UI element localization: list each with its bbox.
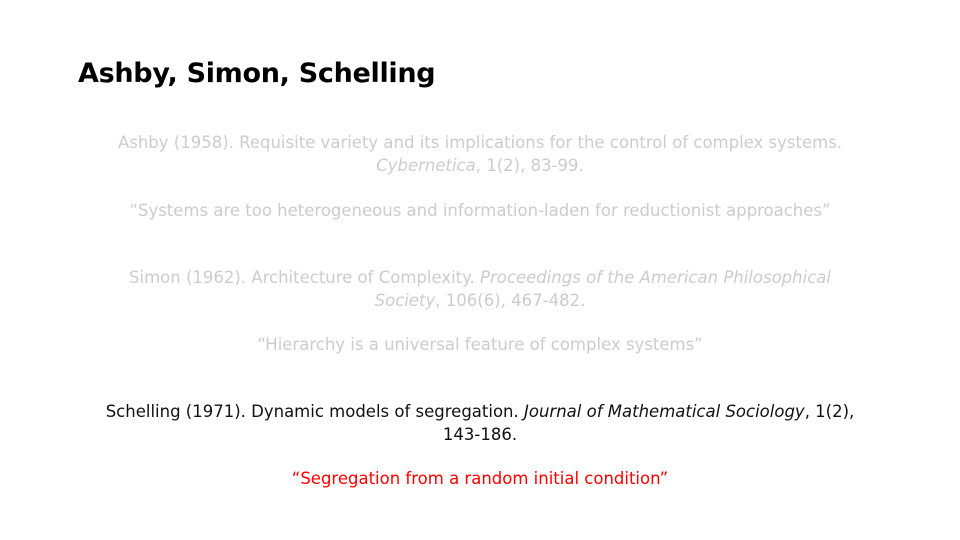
ashby-journal: Cybernetica xyxy=(376,156,476,175)
schelling-citation xyxy=(100,400,860,446)
ashby-citation-text: Ashby (1958). Requisite variety and its implications for the control of complex systems. xyxy=(117,133,843,152)
simon-quote: “Hierarchy is a universal feature of complex systems” xyxy=(257,335,703,354)
ashby-quote: “Systems are too heterogeneous and information-laden for reductionist approaches” xyxy=(129,201,831,220)
slide-title: Ashby, Simon, Schelling xyxy=(78,58,436,89)
simon-journal: Proceedings of the American Philosophical Society xyxy=(374,268,831,310)
schelling-citation-text: Schelling (1971). Dynamic models of segregation. xyxy=(105,402,519,421)
ashby-citation xyxy=(100,131,860,177)
ashby-citation-end: , 1(2), 83-99. xyxy=(475,156,584,175)
schelling-journal: Journal of Mathematical Sociology xyxy=(524,402,805,421)
schelling-citation-end: , 1(2), 143-186. xyxy=(442,402,855,444)
simon-citation-end: , 106(6), 467-482. xyxy=(435,291,586,310)
simon-citation-text: Simon (1962). Architecture of Complexity. xyxy=(129,268,475,287)
simon-citation xyxy=(100,266,860,312)
schelling-quote: “Segregation from a random initial condition” xyxy=(291,469,669,488)
